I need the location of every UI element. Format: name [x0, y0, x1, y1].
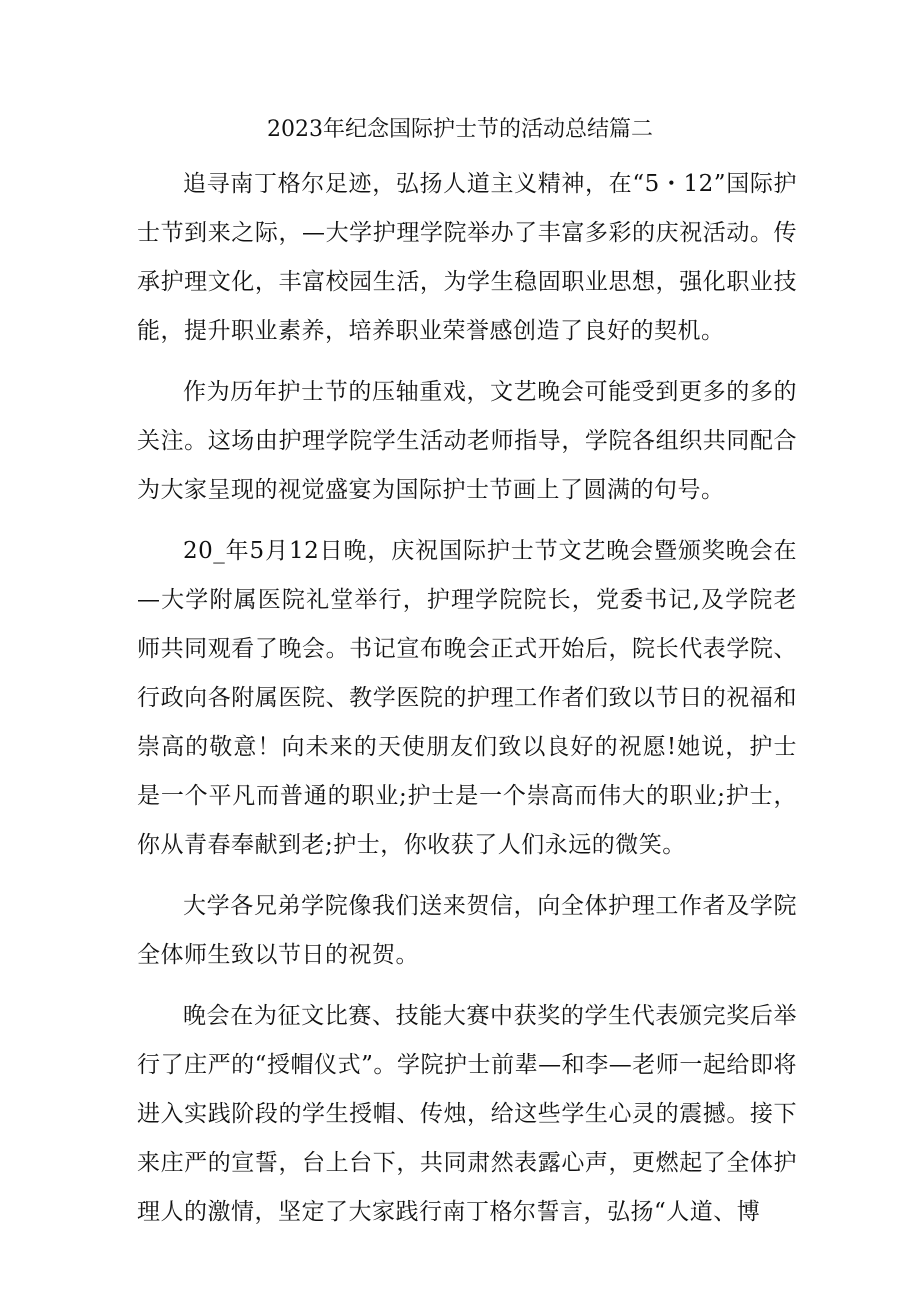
paragraph-5: 晚会在为征文比赛、技能大赛中获奖的学生代表颁完奖后举行了庄严的“授帽仪式”。学院护士前辈—和李—老师一起给即将进入实践阶段的学生授帽、传烛，给这些学生心灵的震撼。接下来庄严的宣誓，台上台下，共同肃然表露心声，更燃起了全体护理人的激情，坚定了大家践行南丁格尔誓言，弘扬“人道、博 [137, 1003, 797, 1225]
paragraph-3: 20_年5月12日晚，庆祝国际护士节文艺晚会暨颁奖晚会在—大学附属医院礼堂举行，护理学院院长，党委书记,及学院老师共同观看了晚会。书记宣布晚会正式开始后，院长代表学院、行政向各附属医院、教学医院的护理工作者们致以节日的祝福和崇高的敬意！向未来的天使朋友们致以良好的祝愿!她说，护士是一个平凡而普通的职业;护士是一个崇高而伟大的职业;护士，你从青春奉献到老;护士，你收获了人们永远的微笑。 [137, 538, 797, 858]
document-body [137, 160, 797, 1249]
paragraph-4: 大学各兄弟学院像我们送来贺信，向全体护理工作者及学院全体师生致以节日的祝贺。 [137, 893, 797, 968]
paragraph-1: 追寻南丁格尔足迹，弘扬人道主义精神，在“5・12”国际护士节到来之际，—大学护理学院举办了丰富多彩的庆祝活动。传承护理文化，丰富校园生活，为学生稳固职业思想，强化职业技能，提升职业素养，培养职业荣誉感创造了良好的契机。 [137, 171, 797, 344]
document-title: 2023年纪念国际护士节的活动总结篇二 [267, 117, 653, 142]
paragraph-2: 作为历年护士节的压轴重戏，文艺晚会可能受到更多的多的关注。这场由护理学院学生活动老师指导，学院各组织共同配合为大家呈现的视觉盛宴为国际护士节画上了圆满的句号。 [137, 379, 797, 503]
